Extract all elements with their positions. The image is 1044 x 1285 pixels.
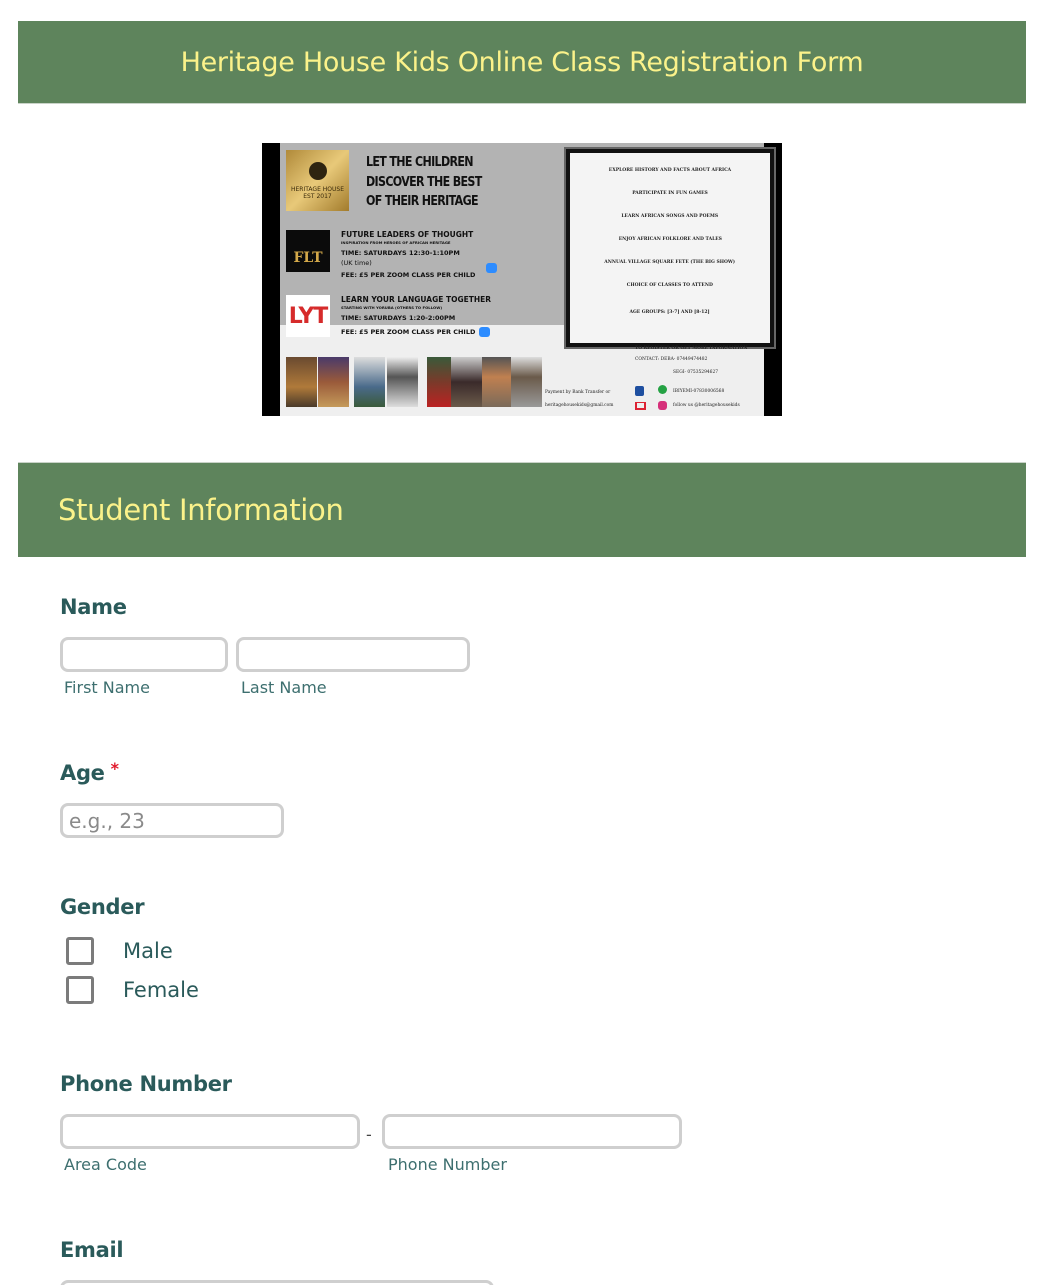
zoom-icon <box>486 263 497 273</box>
program-subtitle: STARTING WITH YORUBA (OTHERS TO FOLLOW) <box>341 305 443 310</box>
headline-line: OF THEIR HERITAGE <box>366 193 478 209</box>
area-code-input[interactable] <box>60 1114 360 1149</box>
gender-label: Gender <box>60 895 145 919</box>
area-code-sublabel: Area Code <box>64 1155 147 1174</box>
gender-option-male[interactable] <box>66 937 173 965</box>
feature-item: CHOICE OF CLASSES TO ATTEND <box>626 282 714 288</box>
program-time: TIME: SATURDAYS 1:20-2:00PM <box>341 314 456 322</box>
payment-text: Payment by Bank Transfer or <box>545 390 611 395</box>
program-fee: FEE: £5 PER ZOOM CLASS PER CHILD <box>341 271 476 279</box>
phone-separator: - <box>366 1125 372 1144</box>
social-handle: follow us @heritagehousekids <box>673 403 740 408</box>
contact-line: CONTACT: DEBA- 07449474482 <box>635 357 708 362</box>
feature-item: EXPLORE HISTORY AND FACTS ABOUT AFRICA <box>608 167 732 173</box>
first-name-sublabel: First Name <box>64 678 150 697</box>
flyer-content <box>280 143 764 416</box>
flt-logo: FLT <box>286 230 330 272</box>
name-label: Name <box>60 595 127 619</box>
contact-heading: TO REGISTER OR GET MORE INFORMATION <box>635 346 748 351</box>
payment-email: heritagehousekids@gmail.com <box>545 403 614 408</box>
form-title: Heritage House Kids Online Class Registration Form <box>180 46 864 78</box>
female-label[interactable]: Female <box>123 978 199 1002</box>
flyer-image <box>262 143 782 416</box>
email-input[interactable] <box>60 1280 494 1285</box>
program-subtitle: INSPIRATION FROM HEROES OF AFRICAN HERITAGE <box>341 240 451 245</box>
program-time: TIME: SATURDAYS 12:30-1:10PM <box>341 249 460 257</box>
last-name-sublabel: Last Name <box>241 678 327 697</box>
headline-line: LET THE CHILDREN <box>366 154 473 170</box>
contact-line: SEGI- 07535294627 <box>673 370 719 375</box>
paypal-icon <box>635 386 644 396</box>
last-name-input[interactable] <box>236 637 470 672</box>
program-title: LEARN YOUR LANGUAGE TOGETHER <box>341 295 492 304</box>
instagram-icon <box>658 401 667 410</box>
age-input[interactable] <box>60 803 284 838</box>
feature-item: PARTICIPATE IN FUN GAMES <box>632 190 708 196</box>
lyt-logo: LYT <box>286 295 330 337</box>
photo <box>451 357 482 407</box>
required-asterisk: * <box>110 759 119 778</box>
photo <box>387 357 418 407</box>
feature-item: ENJOY AFRICAN FOLKLORE AND TALES <box>618 236 722 242</box>
photo <box>318 357 349 407</box>
contact-info <box>545 346 765 408</box>
program-text <box>341 230 541 279</box>
phone-number-sublabel: Phone Number <box>388 1155 507 1174</box>
age-label <box>60 761 119 785</box>
section-title: Student Information <box>58 493 344 527</box>
gender-option-female[interactable] <box>66 976 199 1004</box>
feature-item: AGE GROUPS: [3-7] AND [8-12] <box>629 309 711 315</box>
logo-text: HERITAGE HOUSE <box>290 185 344 193</box>
photo <box>482 357 513 407</box>
contact-line: IBIYEMI-07830006568 <box>673 389 725 394</box>
program-title: FUTURE LEADERS OF THOUGHT <box>341 230 474 239</box>
phone-number-input[interactable] <box>382 1114 682 1149</box>
feature-item: ANNUAL VILLAGE SQUARE FETE (THE BIG SHOW) <box>604 259 736 265</box>
form-header <box>18 21 1026 104</box>
male-checkbox[interactable] <box>66 937 94 965</box>
logo-est: EST 2017 <box>303 192 332 200</box>
phone-label: Phone Number <box>60 1072 232 1096</box>
headline-line: DISCOVER THE BEST <box>366 173 482 190</box>
female-checkbox[interactable] <box>66 976 94 1004</box>
gmail-icon <box>635 402 646 410</box>
features-box <box>566 149 774 347</box>
flyer-headline <box>366 153 497 212</box>
photo <box>286 357 317 407</box>
first-name-input[interactable] <box>60 637 228 672</box>
male-label[interactable]: Male <box>123 939 173 963</box>
whatsapp-icon <box>658 385 667 394</box>
section-header <box>18 462 1026 557</box>
program-time-note: (UK time) <box>341 259 372 267</box>
zoom-icon <box>479 327 490 337</box>
program-text <box>341 295 541 337</box>
feature-item: LEARN AFRICAN SONGS AND POEMS <box>621 213 719 219</box>
photo <box>511 357 542 407</box>
photo <box>354 357 385 407</box>
heritage-house-logo <box>286 150 349 211</box>
photo-strip <box>286 357 541 409</box>
age-label-text: Age <box>60 761 105 785</box>
email-label: Email <box>60 1238 124 1262</box>
program-fee: FEE: £5 PER ZOOM CLASS PER CHILD <box>341 328 476 336</box>
lion-icon <box>309 162 327 180</box>
